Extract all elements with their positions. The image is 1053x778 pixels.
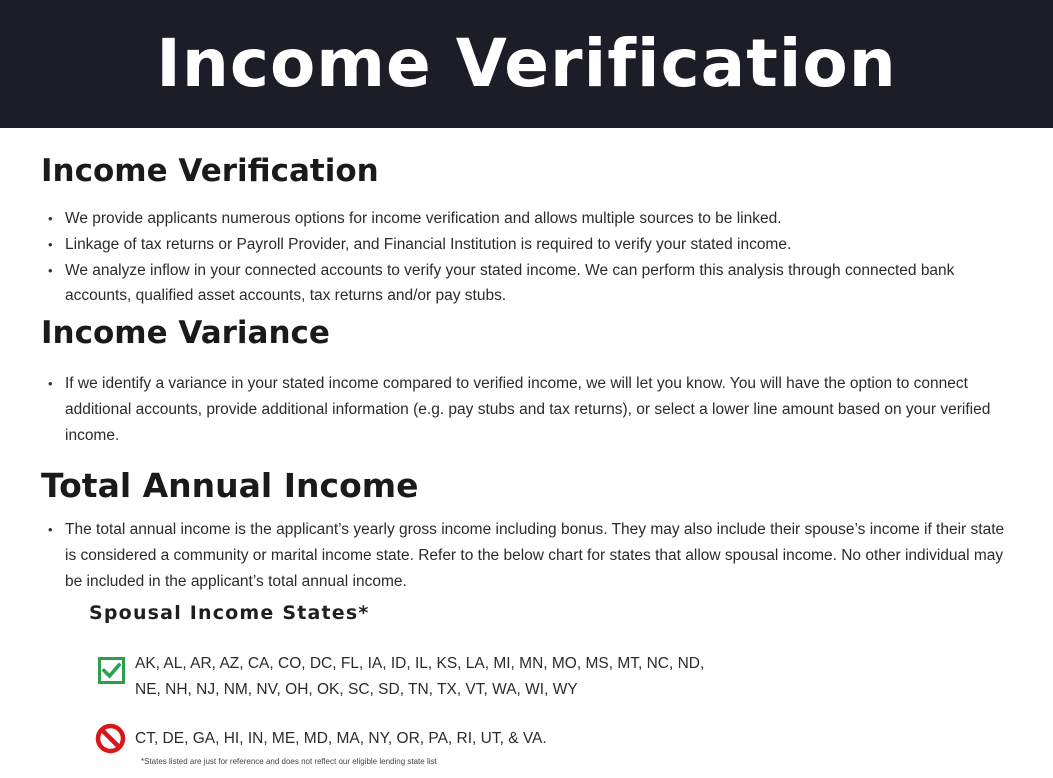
prohibited-icon bbox=[95, 723, 126, 754]
list-item-text: The total annual income is the applicant’s yearly gross income including bonus. They may also include their spouse’s income if their state is considered a community or marital income state. Refer to the below chart for states that allow spousal income. No other individual may be included in the applicant’s total annual income. bbox=[65, 521, 1005, 590]
states-footnote: *States listed are just for reference and does not reflect our eligible lending state list bbox=[141, 757, 437, 766]
allowed-states-list bbox=[135, 651, 735, 703]
spousal-states-title: Spousal Income States* bbox=[89, 602, 370, 624]
bullet-icon: • bbox=[48, 211, 53, 226]
heading-income-variance: Income Variance bbox=[41, 315, 330, 351]
excluded-states-list: CT, DE, GA, HI, IN, ME, MD, MA, NY, OR, PA, RI, UT, & VA. bbox=[135, 730, 547, 747]
checkbox-checked-icon bbox=[98, 657, 125, 684]
list-item bbox=[48, 206, 1013, 232]
list-item bbox=[48, 517, 1013, 594]
bullet-icon: • bbox=[48, 522, 53, 537]
list-item bbox=[48, 258, 1013, 310]
header-banner bbox=[0, 0, 1053, 128]
income-variance-list bbox=[48, 371, 1013, 448]
total-annual-income-list bbox=[48, 517, 1013, 594]
list-item-text: We provide applicants numerous options for income verification and allows multiple sources to be linked. bbox=[65, 210, 782, 227]
heading-total-annual-income: Total Annual Income bbox=[41, 466, 419, 505]
banner-title: Income Verification bbox=[156, 25, 897, 102]
heading-income-verification: Income Verification bbox=[41, 153, 379, 189]
bullet-icon: • bbox=[48, 262, 53, 278]
bullet-icon: • bbox=[48, 236, 53, 252]
bullet-icon: • bbox=[48, 376, 53, 391]
list-item-text: Linkage of tax returns or Payroll Provider, and Financial Institution is required to verify your stated income. bbox=[65, 235, 792, 253]
list-item-text: If we identify a variance in your stated income compared to verified income, we will let you know. You will have the option to connect additional accounts, provide additional information (e.g. pay stubs and tax returns), or select a lower line amount based on your verified income. bbox=[65, 375, 991, 444]
income-verification-list bbox=[48, 206, 1013, 309]
list-item bbox=[48, 371, 1013, 448]
allowed-states-line: AK, AL, AR, AZ, CA, CO, DC, FL, IA, ID, IL, KS, LA, MI, MN, MO, MS, MT, NC, ND, bbox=[135, 655, 705, 672]
list-item bbox=[48, 232, 1013, 258]
allowed-states-line: NE, NH, NJ, NM, NV, OH, OK, SC, SD, TN, TX, VT, WA, WI, WY bbox=[135, 680, 578, 698]
list-item-text: We analyze inflow in your connected accounts to verify your stated income. We can perform this analysis through connected bank accounts, qualified asset accounts, tax returns and/or pay stubs. bbox=[65, 261, 955, 305]
